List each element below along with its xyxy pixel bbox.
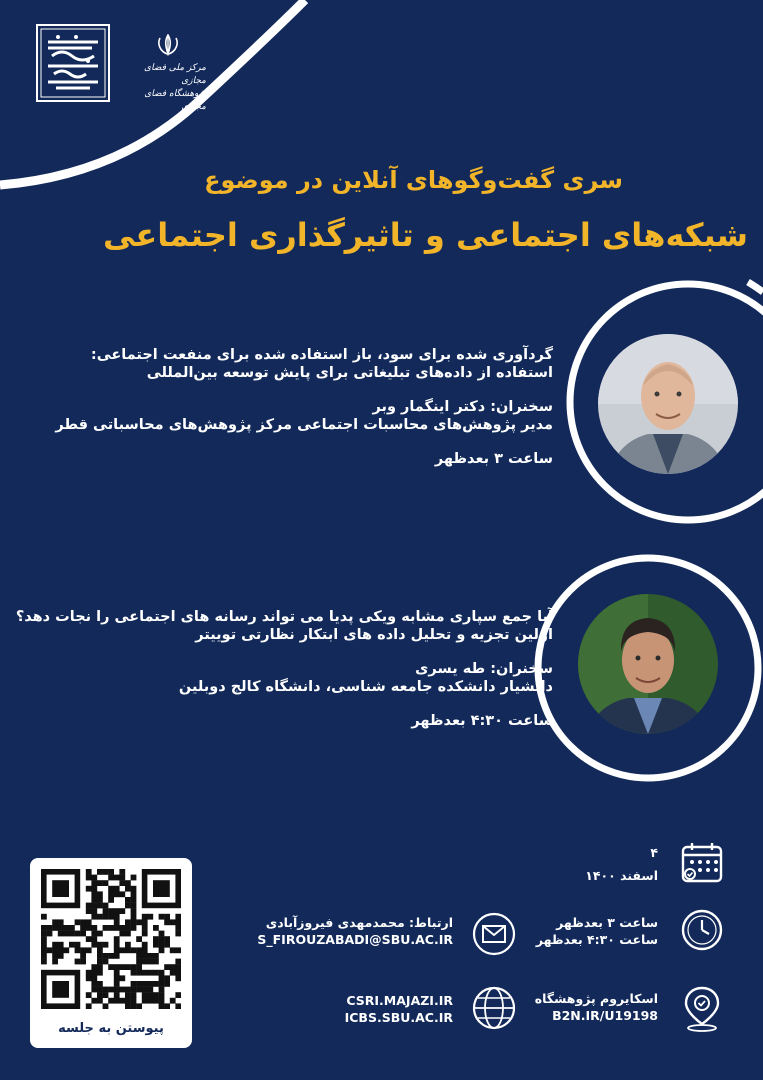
- talk-2-affiliation: دانشیار دانشکده جامعه شناسی، دانشگاه کالج دوبلین: [178, 679, 553, 695]
- talk-2-topic-line2: اولین تجزیه و تحلیل داده های ابتکار نظارتی توییتر: [195, 627, 553, 643]
- time-line2: ساعت ۴:۳۰ بعدظهر: [535, 932, 658, 947]
- mail-icon: [472, 912, 516, 956]
- talk-1-affiliation: مدیر پژوهش‌های محاسبات اجتماعی مرکز پژوهش‌های محاسباتی قطر: [55, 417, 553, 433]
- date-info: [458, 844, 658, 884]
- clock-icon: [680, 908, 724, 952]
- website-1-link[interactable]: CSRI.MAJAZI.IR: [346, 993, 453, 1008]
- qr-label: پیوستن به جلسه: [58, 1021, 164, 1036]
- time-line1: ساعت ۳ بعدظهر: [556, 915, 658, 930]
- speaker-2-photo: [578, 594, 718, 734]
- qr-card[interactable]: [30, 858, 192, 1048]
- qr-code[interactable]: [41, 869, 181, 1009]
- globe-icon: [472, 986, 516, 1030]
- talk-1-topic-line1: گردآوری شده برای سود، باز استفاده شده برای منفعت اجتماعی:: [90, 347, 553, 363]
- talk-2-topic-line1: آیا جمع سپاری مشابه ویکی پدیا می تواند رسانه های اجتماعی را نجات دهد؟: [15, 609, 553, 625]
- speaker-1-photo: [598, 334, 738, 474]
- website-2-link[interactable]: ICBS.SBU.AC.IR: [344, 1010, 453, 1025]
- iran-emblem-icon: [156, 34, 180, 56]
- contact-name: ارتباط: محمدمهدی فیروزآبادی: [265, 915, 453, 930]
- org-logo-line2: پژوهشگاه فضای مجازی: [144, 89, 206, 112]
- location-icon: [680, 984, 724, 1028]
- talk-1: [0, 346, 553, 468]
- talk-1-time: ساعت ۳ بعدظهر: [434, 451, 553, 467]
- talk-2-speaker: سخنران: طه یسری: [415, 661, 553, 677]
- talk-1-topic-line2: استفاده از داده‌های تبلیغاتی برای پایش توسعه بین‌المللی: [146, 365, 553, 381]
- series-subtitle: سری گفت‌وگوهای آنلاین در موضوع: [204, 166, 623, 194]
- talk-2: [0, 608, 553, 730]
- web-info: [213, 992, 453, 1026]
- location-line2: B2N.IR/U19198: [552, 1008, 658, 1023]
- sbu-logo: [36, 24, 110, 102]
- date-day: ۴: [650, 845, 658, 860]
- talk-1-speaker: سخنران: دکتر اینگمار وبر: [372, 399, 553, 415]
- org-logo-line1: مرکز ملی فضای مجازی: [144, 63, 206, 86]
- calendar-icon: [680, 840, 724, 884]
- location-line1: اسکایروم پژوهشگاه: [534, 991, 658, 1006]
- date-month-year: اسفند ۱۴۰۰: [585, 868, 658, 883]
- talk-2-time: ساعت ۴:۳۰ بعدظهر: [411, 713, 553, 729]
- contact-info: [213, 914, 453, 948]
- contact-email[interactable]: S_FIROUZABADI@SBU.AC.IR: [257, 932, 453, 947]
- org-logo-text: [130, 62, 206, 114]
- series-title: شبکه‌های اجتماعی و تاثیرگذاری اجتماعی: [103, 216, 748, 254]
